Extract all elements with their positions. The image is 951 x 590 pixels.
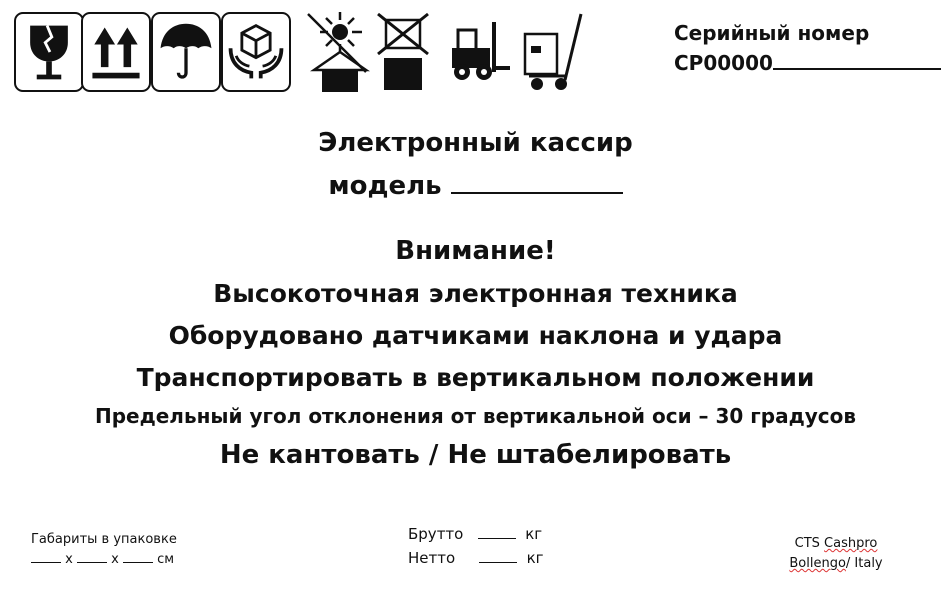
width-blank — [77, 550, 107, 563]
do-not-stack-icon — [372, 10, 434, 94]
manufacturer-location — [781, 554, 891, 574]
gross-label: Брутто — [408, 525, 464, 543]
manufacturer-company — [781, 534, 891, 554]
serial-blank-line — [773, 50, 941, 70]
warning-line-5: Не кантовать / Не штабелировать — [219, 440, 732, 470]
warning-line-2: Оборудовано датчиками наклона и удара — [168, 321, 783, 350]
dimensions-label: Габариты в упаковке — [31, 532, 177, 547]
gross-row — [408, 522, 544, 546]
keep-dry-umbrella-icon — [151, 12, 221, 92]
warning-heading: Внимание! — [395, 236, 556, 266]
dimensions-sep-1: х — [65, 552, 73, 567]
dimensions-block — [31, 530, 177, 570]
this-way-up-arrows-icon — [81, 12, 151, 92]
serial-value-row — [674, 48, 941, 78]
product-title: Электронный кассир — [318, 128, 633, 158]
dimensions-row — [31, 550, 177, 570]
keep-away-from-sunlight-icon — [304, 10, 370, 94]
warning-line-3: Транспортировать в вертикальном положении — [136, 363, 815, 392]
hand-truck-icon — [519, 10, 591, 94]
warning-line-1: Высокоточная электронная техника — [213, 279, 738, 308]
dimensions-unit: см — [157, 552, 175, 567]
net-label: Нетто — [408, 549, 456, 567]
warning-line-4: Предельный угол отклонения от вертикальной оси – 30 градусов — [94, 404, 857, 428]
manufacturer-block — [781, 534, 891, 574]
length-blank — [31, 550, 61, 563]
height-blank — [123, 550, 153, 563]
manufacturer-city: Bollengo — [789, 556, 846, 571]
model-blank-line — [451, 170, 623, 194]
serial-number-block — [674, 18, 941, 78]
manufacturer-country: / Italy — [845, 556, 883, 571]
handle-with-care-hands-icon — [221, 12, 291, 92]
serial-prefix: СР00000 — [674, 51, 773, 75]
net-unit: кг — [526, 549, 544, 567]
serial-label: Серийный номер — [674, 21, 870, 45]
company-name: Cashpro — [824, 536, 878, 551]
handling-symbols-row — [14, 10, 594, 94]
dimensions-sep-2: х — [111, 552, 119, 567]
gross-blank — [478, 526, 516, 539]
gross-unit: кг — [525, 525, 543, 543]
forklift-icon — [442, 10, 512, 94]
company-prefix: CTS — [794, 536, 820, 551]
model-label: модель — [328, 171, 442, 201]
net-row — [408, 546, 544, 570]
weight-block — [408, 522, 544, 570]
fragile-glass-icon — [14, 12, 84, 92]
model-row — [0, 170, 951, 201]
net-blank — [479, 550, 517, 563]
